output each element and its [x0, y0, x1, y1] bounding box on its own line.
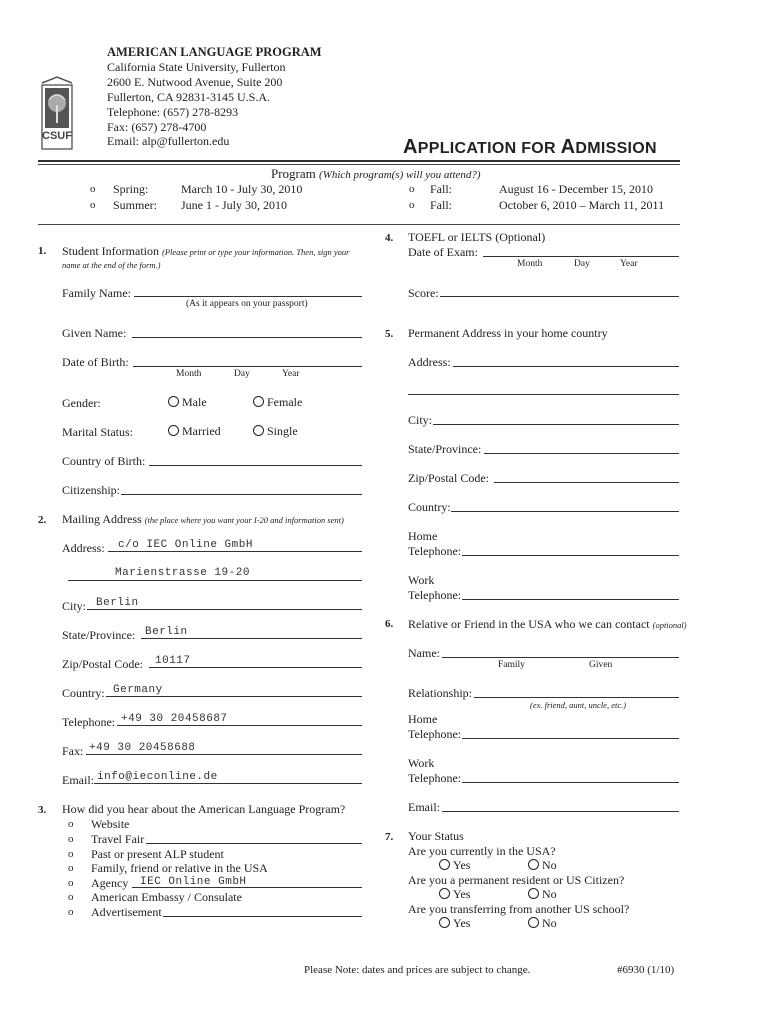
relative-given: Given: [589, 660, 613, 670]
section-6-number: 6.: [385, 618, 394, 630]
marital-married-option[interactable]: Married: [168, 424, 221, 439]
dob-input[interactable]: [133, 366, 362, 367]
mail-address-line1[interactable]: c/o IEC Online GmbH: [118, 539, 253, 551]
section-4-title: TOEFL or IELTS (Optional): [408, 230, 546, 244]
section-5-title: Permanent Address in your home country: [408, 326, 608, 340]
perm-zip-label: Zip/Postal Code:: [408, 471, 489, 485]
gender-label: Gender:: [62, 396, 101, 410]
program-fall2-label: Fall:: [430, 198, 453, 212]
logo-text: CSUF: [42, 130, 72, 142]
gender-female-option[interactable]: Female: [253, 395, 302, 410]
radio-icon: [168, 396, 179, 407]
relationship-input[interactable]: [474, 697, 679, 698]
dob-year: Year: [282, 369, 300, 379]
section-2-number: 2.: [38, 514, 47, 526]
mail-address-line2-underline: [68, 580, 362, 581]
hear-option-agency: Agency: [91, 876, 129, 890]
radio-icon: [439, 859, 450, 870]
exam-month: Month: [517, 259, 543, 269]
perm-home-phone-input[interactable]: [462, 555, 679, 556]
exam-year: Year: [620, 259, 638, 269]
relative-family: Family: [498, 660, 525, 670]
relative-email-label: Email:: [408, 800, 440, 814]
relative-work-label: Work: [408, 756, 435, 770]
status-q1-no[interactable]: No: [528, 858, 557, 873]
perm-city-label: City:: [408, 413, 433, 427]
mail-country-value[interactable]: Germany: [113, 684, 163, 696]
hear-option-embassy: American Embassy / Consulate: [91, 890, 242, 904]
family-name-input[interactable]: [134, 296, 362, 297]
given-name-label: Given Name:: [62, 326, 127, 340]
perm-country-input[interactable]: [451, 511, 679, 512]
section-1-title: Student Information (Please print or type your information. Then, sign your: [62, 244, 350, 258]
mail-state-underline: [141, 638, 362, 639]
mail-zip-label: Zip/Postal Code:: [62, 657, 143, 671]
program-spring-label: Spring:: [113, 182, 149, 196]
citizenship-label: Citizenship:: [62, 483, 120, 497]
program-spring-dates: March 10 - July 30, 2010: [181, 182, 303, 196]
perm-state-label: State/Province:: [408, 442, 482, 456]
perm-work-phone-label: Telephone:: [408, 588, 462, 602]
radio-icon: [253, 396, 264, 407]
agency-value[interactable]: IEC Online GmbH: [140, 876, 247, 888]
perm-address-input[interactable]: [453, 366, 679, 367]
mail-country-label: Country:: [62, 686, 105, 700]
citizenship-input[interactable]: [121, 494, 362, 495]
marital-label: Marital Status:: [62, 425, 133, 439]
perm-work-label: Work: [408, 573, 435, 587]
program-summer-dates: June 1 - July 30, 2010: [181, 198, 287, 212]
program-radio-fall2[interactable]: o: [409, 199, 415, 211]
agency-underline: [132, 887, 362, 888]
radio-icon: [439, 888, 450, 899]
status-q2: Are you a permanent resident or US Citizen?: [408, 873, 625, 887]
mail-phone-underline: [117, 725, 362, 726]
relative-name-input[interactable]: [442, 657, 679, 658]
radio-icon: [253, 425, 264, 436]
status-q2-yes[interactable]: Yes: [439, 887, 470, 902]
perm-address-label: Address:: [408, 355, 451, 369]
mail-city-underline: [87, 609, 362, 610]
hear-option-bullet[interactable]: o: [68, 862, 74, 874]
status-q1: Are you currently in the USA?: [408, 844, 556, 858]
program-heading: Program (Which program(s) will you attend?): [271, 166, 481, 181]
perm-city-input[interactable]: [433, 424, 679, 425]
address-line: 2600 E. Nutwood Avenue, Suite 200: [107, 75, 283, 89]
advertisement-input[interactable]: [163, 916, 362, 917]
given-name-input[interactable]: [132, 337, 362, 338]
exam-day: Day: [574, 259, 590, 269]
address-line: Fullerton, CA 92831-3145 U.S.A.: [107, 90, 271, 104]
section-3-question: How did you hear about the American Language Program?: [62, 802, 346, 816]
perm-address-input-2[interactable]: [408, 394, 679, 395]
section-5-number: 5.: [385, 328, 394, 340]
footer-code: #6930 (1/10): [617, 964, 675, 976]
mail-city-value[interactable]: Berlin: [96, 597, 139, 609]
address-line: Fax: (657) 278-4700: [107, 120, 207, 134]
section-7-number: 7.: [385, 831, 394, 843]
relative-name-label: Name:: [408, 646, 440, 660]
mail-fax-underline: [86, 754, 362, 755]
hear-option-bullet[interactable]: o: [68, 891, 74, 903]
relative-home-phone-label: Telephone:: [408, 727, 462, 741]
gender-male-option[interactable]: Male: [168, 395, 207, 410]
radio-icon: [528, 917, 539, 928]
exam-date-label: Date of Exam:: [408, 245, 478, 259]
radio-icon: [528, 859, 539, 870]
mail-address-line1-underline: [108, 551, 362, 552]
family-name-label: Family Name:: [62, 286, 131, 300]
dob-label: Date of Birth:: [62, 355, 129, 369]
section-7-title: Your Status: [408, 829, 464, 843]
radio-icon: [528, 888, 539, 899]
divider: [38, 224, 680, 225]
country-birth-input[interactable]: [149, 465, 362, 466]
address-line: California State University, Fullerton: [107, 60, 286, 74]
score-label: Score:: [408, 286, 439, 300]
status-q1-yes[interactable]: Yes: [439, 858, 470, 873]
relative-home-label: Home: [408, 712, 438, 726]
hear-option-bullet[interactable]: o: [68, 848, 74, 860]
section-1-number: 1.: [38, 245, 47, 257]
country-birth-label: Country of Birth:: [62, 454, 146, 468]
perm-home-label: Home: [408, 529, 438, 543]
dob-day: Day: [234, 369, 250, 379]
address-line: Email: alp@fullerton.edu: [107, 134, 230, 148]
mail-zip-value[interactable]: 10117: [155, 655, 191, 667]
section-4-number: 4.: [385, 232, 394, 244]
program-radio-summer[interactable]: o: [90, 199, 96, 211]
section-1-note: name at the end of the form.): [62, 260, 161, 270]
program-radio-fall1[interactable]: o: [409, 183, 415, 195]
section-6-title: Relative or Friend in the USA who we can contact (optional): [408, 617, 687, 631]
status-q2-no[interactable]: No: [528, 887, 557, 902]
hear-option-website: Website: [91, 817, 130, 831]
perm-state-input[interactable]: [484, 453, 679, 454]
hear-option-family: Family, friend or relative in the USA: [91, 861, 268, 875]
radio-icon: [439, 917, 450, 928]
dob-month: Month: [176, 369, 202, 379]
passport-note: (As it appears on your passport): [186, 299, 308, 309]
mail-city-label: City:: [62, 599, 87, 613]
mail-phone-value[interactable]: +49 30 20458687: [121, 713, 228, 725]
mail-state-value[interactable]: Berlin: [145, 626, 188, 638]
status-q3: Are you transferring from another US school?: [408, 902, 630, 916]
mail-phone-label: Telephone:: [62, 715, 116, 729]
address-line: Telephone: (657) 278-8293: [107, 105, 239, 119]
perm-country-label: Country:: [408, 500, 451, 514]
perm-work-phone-input[interactable]: [462, 599, 679, 600]
score-input[interactable]: [440, 296, 679, 297]
travel-fair-input[interactable]: [146, 843, 362, 844]
perm-home-phone-label: Telephone:: [408, 544, 462, 558]
program-summer-label: Summer:: [113, 198, 157, 212]
perm-zip-input[interactable]: [494, 482, 679, 483]
footer-note: Please Note: dates and prices are subject to change.: [304, 964, 531, 976]
hear-option-travel-fair: Travel Fair: [91, 832, 145, 846]
hear-option-alp-student: Past or present ALP student: [91, 847, 224, 861]
program-fall1-label: Fall:: [430, 182, 453, 196]
mail-email-underline: [94, 783, 362, 784]
section-2-title: Mailing Address (the place where you want your I-20 and information sent): [62, 512, 344, 526]
mail-email-value[interactable]: info@ieconline.de: [97, 771, 218, 783]
relative-email-input[interactable]: [442, 811, 679, 812]
mail-country-underline: [106, 696, 362, 697]
page-title: APPLICATION FOR ADMISSION: [403, 136, 657, 158]
relative-work-phone-input[interactable]: [462, 782, 679, 783]
relative-work-phone-label: Telephone:: [408, 771, 462, 785]
divider: [38, 164, 680, 165]
radio-icon: [168, 425, 179, 436]
hear-option-bullet[interactable]: o: [68, 877, 74, 889]
mail-address-label: Address:: [62, 541, 105, 555]
hear-option-bullet[interactable]: o: [68, 833, 74, 845]
status-q3-no[interactable]: No: [528, 916, 557, 931]
program-radio-spring[interactable]: o: [90, 183, 96, 195]
mail-fax-value[interactable]: +49 30 20458688: [89, 742, 196, 754]
program-fall1-dates: August 16 - December 15, 2010: [499, 182, 653, 196]
org-name: AMERICAN LANGUAGE PROGRAM: [107, 45, 322, 59]
mail-address-line2[interactable]: Marienstrasse 19-20: [115, 567, 250, 579]
relationship-hint: (ex. friend, aunt, uncle, etc.): [530, 700, 627, 710]
hear-option-bullet[interactable]: o: [68, 818, 74, 830]
divider: [38, 160, 680, 162]
section-3-number: 3.: [38, 804, 47, 816]
marital-single-option[interactable]: Single: [253, 424, 298, 439]
mail-zip-underline: [149, 667, 362, 668]
status-q3-yes[interactable]: Yes: [439, 916, 470, 931]
hear-option-bullet[interactable]: o: [68, 906, 74, 918]
hear-option-advertisement: Advertisement: [91, 905, 162, 919]
exam-date-input[interactable]: [483, 256, 679, 257]
relative-home-phone-input[interactable]: [462, 738, 679, 739]
relationship-label: Relationship:: [408, 686, 472, 700]
mail-state-label: State/Province:: [62, 628, 136, 642]
mail-fax-label: Fax:: [62, 744, 84, 758]
program-fall2-dates: October 6, 2010 – March 11, 2011: [499, 198, 665, 212]
mail-email-label: Email:: [62, 773, 94, 787]
